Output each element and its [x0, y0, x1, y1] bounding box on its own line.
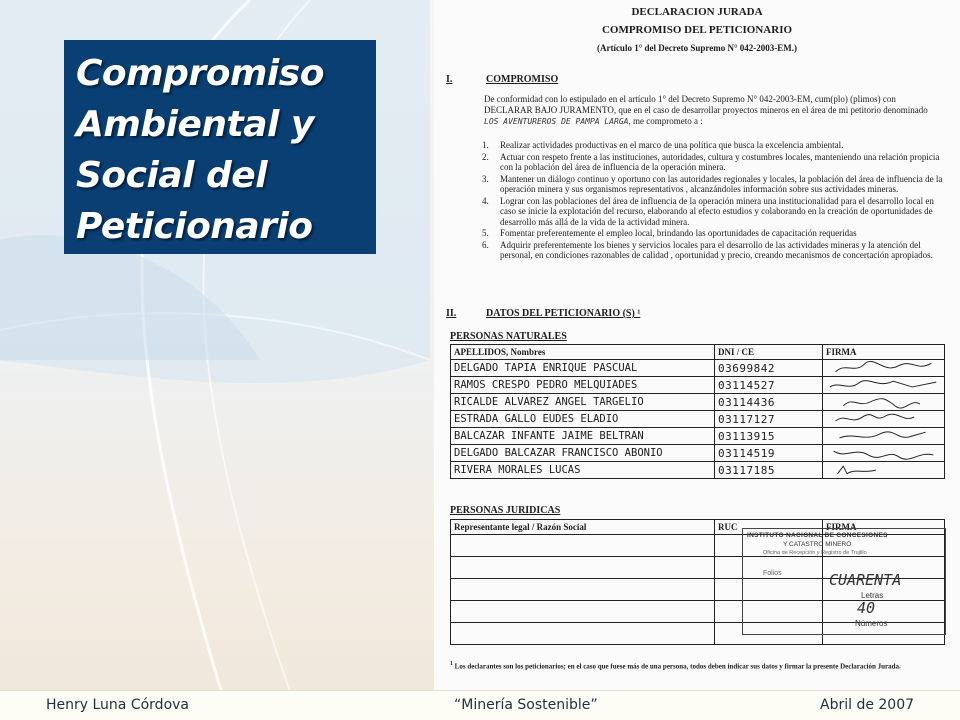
table-row	[451, 462, 945, 479]
footer-slogan: “Minería Sostenible”	[454, 697, 598, 713]
title-line: Ambiental y	[76, 104, 314, 145]
table-header-row	[451, 345, 945, 360]
naturales-label: PERSONAS NATURALES	[450, 331, 567, 342]
column-header: FIRMA	[823, 345, 945, 360]
intro-text-end: me comprometo a :	[633, 116, 703, 126]
person-dni: 03114527	[715, 377, 823, 394]
column-header: Representante legal / Razón Social	[451, 520, 715, 535]
table-row	[451, 377, 945, 394]
person-dni: 03113915	[715, 428, 823, 445]
section-number: II.	[446, 308, 457, 319]
signature	[823, 377, 945, 394]
person-name: RICALDE ALVAREZ ANGEL TARGELIO	[451, 394, 715, 411]
title-line: Social del	[76, 155, 268, 196]
document-heading: DECLARACION JURADA	[631, 6, 763, 18]
table-row	[451, 428, 945, 445]
stamp-count-words: CUARENTA	[829, 571, 902, 589]
scanned-declaration-document	[434, 0, 960, 690]
person-name: DELGADO BALCAZAR FRANCISCO ABONIO	[451, 445, 715, 462]
juridicas-label: PERSONAS JURIDICAS	[450, 505, 561, 516]
list-item: 1. Realizar actividades productivas en el marco de una política que busca la excelencia ambiental.	[482, 140, 844, 150]
column-header: DNI / CE	[715, 345, 823, 360]
commitment-list	[482, 140, 952, 262]
title-line: Compromiso	[76, 53, 324, 94]
table-row	[451, 411, 945, 428]
column-header: APELLIDOS, Nombres	[451, 345, 715, 360]
person-dni: 03117127	[715, 411, 823, 428]
stamp-folios-label: Folios	[763, 570, 782, 577]
person-dni: 03114436	[715, 394, 823, 411]
list-item: 5. Fomentar preferentemente el empleo local, brindando las oportunidades de capacitación requeridas	[482, 228, 857, 238]
intro-text: De conformidad con lo estipulado en el artículo 1° del Decreto Supremo N° 042-2003-EM, cum(plo) (plimos) con DECLARAR BAJO JURAMENTO, que en el caso de desarrollar proyectos mineros en el área de mi petitorio denominado	[484, 94, 928, 115]
title-line: Peticionario	[76, 206, 313, 247]
person-name: ESTRADA GALLO EUDES ELADIO	[451, 411, 715, 428]
reception-stamp	[742, 528, 946, 635]
footer-date: Abril de 2007	[820, 697, 915, 713]
signature	[823, 445, 945, 462]
intro-paragraph: De conformidad con lo estipulado en el artículo 1° del Decreto Supremo N° 042-2003-EM, cum(plo) (plimos) con DECLARAR BAJO JURAMENTO, que en el caso de desarrollar proyectos mineros en el área de mi petitorio denominado LOS AVENTUREROS DE PAMPA LARGA, me comprometo a :	[484, 94, 928, 126]
signature	[823, 428, 945, 445]
list-item: 2. Actuar con respeto frente a las instituciones, autoridades, cultura y costumbres locales, manteniendo una relación propicia con la población del área de influencia de la operación minera.	[482, 151, 940, 172]
table-row	[451, 394, 945, 411]
signature	[823, 411, 945, 428]
person-name: BALCAZAR INFANTE JAIME BELTRAN	[451, 428, 715, 445]
signature	[823, 360, 945, 377]
person-dni: 03699842	[715, 360, 823, 377]
person-name: RIVERA MORALES LUCAS	[451, 462, 715, 479]
signature	[823, 394, 945, 411]
table-row	[451, 445, 945, 462]
person-dni: 03114519	[715, 445, 823, 462]
petitorio-name: LOS AVENTUREROS DE PAMPA LARGA	[484, 117, 629, 126]
signature	[823, 462, 945, 479]
document-subheading: COMPROMISO DEL PETICIONARIO	[601, 24, 793, 36]
stamp-institution: INSTITUTO NACIONAL DE CONCESIONES	[747, 532, 888, 539]
list-item: 6. Adquirir preferentemente los bienes y servicios locales para el desarrollo de las actividades mineras y la atención del personal, en condiciones razonables de calidad , oportunidad y precio, creando mecanismos de concertación apropiados.	[482, 239, 933, 260]
stamp-count-digits: 40	[857, 599, 876, 617]
slide-title	[76, 48, 366, 252]
footnote-mark: 1	[450, 661, 453, 667]
footnote-text: Los declarantes son los peticionarios; en el caso que fuese más de una persona, todos deben indicar sus datos y firmar la presente Declaración Jurada.	[454, 662, 901, 671]
slide-footer	[0, 690, 960, 720]
table-row	[451, 360, 945, 377]
stamp-line: Oficina de Recepción y Registro de Trujillo	[763, 550, 867, 556]
stamp-letras-label: Letras	[861, 591, 884, 600]
document-footnote	[450, 660, 944, 671]
list-item: 4. Lograr con las poblaciones del área de influencia de la operación minera una institucionalidad para el desarrollo local en caso se inicie la explotación del recurso, elaborando al efecto estudios y colaborando en la creación de oportunidades de desarrollo más allá de la vida de la actividad minera.	[482, 195, 934, 227]
footer-author: Henry Luna Córdova	[46, 697, 190, 713]
stamp-line: Y CATASTRO MINERO	[783, 541, 852, 548]
person-name: RAMOS CRESPO PEDRO MELQUIADES	[451, 377, 715, 394]
section-label: COMPROMISO	[486, 74, 559, 85]
stamp-numeros-label: Números	[855, 619, 888, 628]
person-name: DELGADO TAPIA ENRIQUE PASCUAL	[451, 360, 715, 377]
column-header: FIRMA	[823, 520, 945, 535]
section-label: DATOS DEL PETICIONARIO (S) ¹	[486, 308, 641, 319]
document-reference: (Artículo 1° del Decreto Supremo N° 042-2003-EM.)	[596, 43, 798, 53]
column-header: RUC	[715, 520, 823, 535]
person-dni: 03117185	[715, 462, 823, 479]
section-number: I.	[446, 74, 453, 85]
list-item: 3. Mantener un diálogo continuo y oportuno con las autoridades regionales y locales, la población del área de influencia de la operación minera y sus organismos representativos , alcanzándoles información sobre sus actividades mineras.	[482, 173, 943, 194]
personas-naturales-table	[450, 344, 945, 479]
slide-title-box	[64, 40, 376, 254]
